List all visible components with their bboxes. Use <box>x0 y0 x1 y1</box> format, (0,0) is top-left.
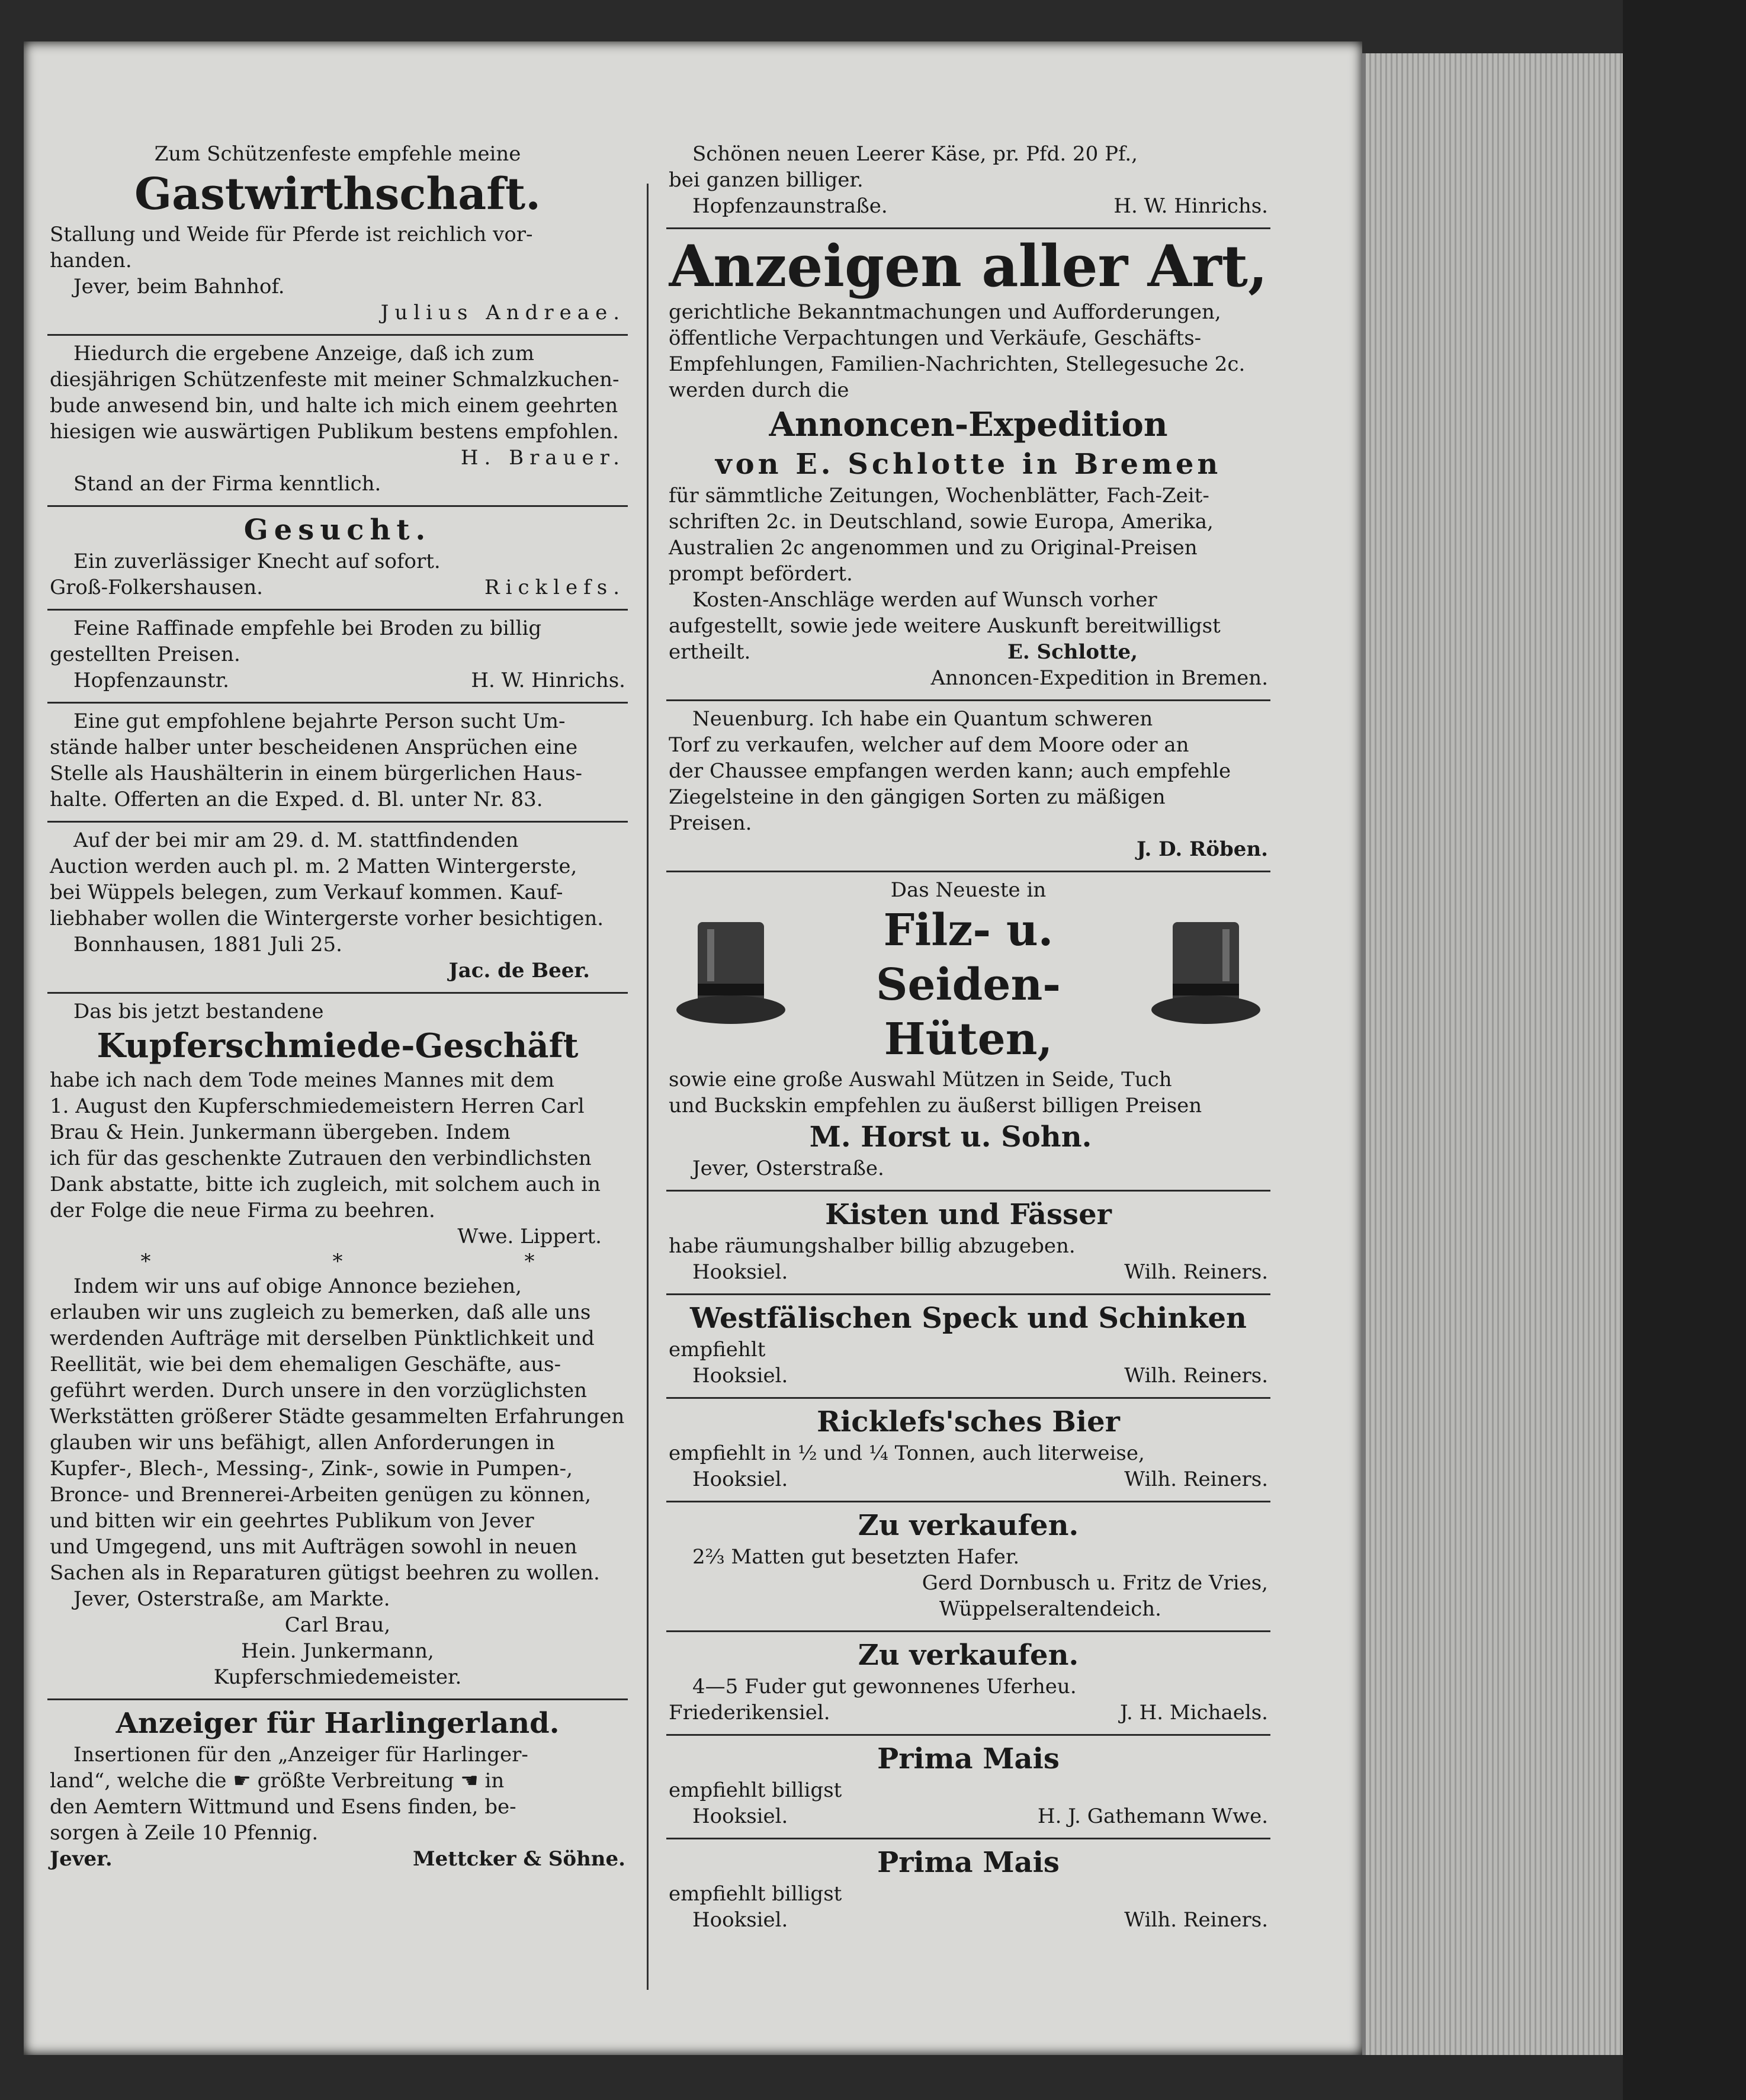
ad-line: Schönen neuen Leerer Käse, pr. Pfd. 20 Pf., <box>692 142 1138 166</box>
ad-footer <box>669 1700 1268 1726</box>
ad-gastwirthschaft <box>47 136 628 336</box>
ad-place: Hopfenzaunstr. <box>73 669 229 692</box>
ad-footer <box>50 667 625 693</box>
ad-signature: H. Brauer. <box>460 446 625 470</box>
ad-line: Feine Raffinade empfehle bei Broden zu billig <box>73 616 542 640</box>
ad-footer <box>669 1466 1268 1492</box>
ad-heading: Zu verkaufen. <box>858 1639 1079 1672</box>
ad-signature: Wwe. Lippert. <box>457 1225 602 1248</box>
ad-line: Zum Schützenfeste empfehle meine <box>154 142 521 166</box>
ad-place: Hooksiel. <box>692 1468 788 1491</box>
ad-heading: Gastwirthschaft. <box>134 169 541 220</box>
ad-line: Stallung und Weide für Pferde ist reichlich vor- <box>50 223 533 246</box>
hat-banner-text <box>793 877 1144 1067</box>
ad-line: Sachen als in Reparaturen gütigst beehren zu wollen. <box>50 1561 600 1585</box>
ad-line: und Buckskin empfehlen zu äußerst billigen Preisen <box>669 1094 1202 1118</box>
ad-line: handen. <box>50 249 132 272</box>
ad-line: öffentliche Verpachtungen und Verkäufe, Geschäfts- <box>669 326 1202 350</box>
ad-line: gestellten Preisen. <box>50 643 240 666</box>
ad-line: den Aemtern Wittmund und Esens finden, be- <box>50 1795 516 1819</box>
ad-line: Empfehlungen, Familien-Nachrichten, Stellegesuche 2c. <box>669 352 1246 376</box>
ad-line: glauben wir uns befähigt, allen Anforderungen in <box>50 1431 555 1454</box>
asterisk: * <box>140 1250 151 1273</box>
ad-line: Ziegelsteine in den gängigen Sorten zu mäßigen <box>669 785 1166 809</box>
ad-line: bei Wüppels belegen, zum Verkauf kommen. Kauf- <box>50 881 563 904</box>
ad-line: Preisen. <box>669 811 752 835</box>
ad-line: Brau & Hein. Junkermann übergeben. Indem <box>50 1120 511 1144</box>
ad-place: Jever, Osterstraße. <box>692 1157 884 1180</box>
ad-place: Hopfenzaunstraße. <box>692 194 888 218</box>
ad-line: geführt werden. Durch unsere in den vorzüglichsten <box>50 1379 588 1402</box>
ad-line: land“, welche die ☛ größte Verbreitung ☚ in <box>50 1769 505 1793</box>
ad-place: Hooksiel. <box>692 1804 788 1828</box>
ad-line: 2⅔ Matten gut besetzten Hafer. <box>692 1545 1020 1569</box>
ad-line: erlauben wir uns zugleich zu bemerken, daß alle uns <box>50 1301 591 1324</box>
ad-line: schriften 2c. in Deutschland, sowie Europa, Amerika, <box>669 510 1214 534</box>
ad-place: Friederikensiel. <box>669 1701 830 1725</box>
ad-uferheu <box>666 1632 1270 1736</box>
ad-line: empfiehlt billigst <box>669 1882 842 1906</box>
background-surface <box>1623 0 1746 2100</box>
ad-line: Australien 2c angenommen und zu Original-Preisen <box>669 536 1198 560</box>
ad-heading: Prima Mais <box>877 1846 1060 1879</box>
ad-place: Jever. <box>50 1847 113 1871</box>
ad-signature: Hein. Junkermann, <box>241 1639 434 1663</box>
ad-line: Kosten-Anschläge werden auf Wunsch vorher <box>692 588 1157 612</box>
ad-heading: Westfälischen Speck und Schinken <box>690 1302 1247 1335</box>
ad-footer <box>50 574 625 601</box>
ad-signature: J. H. Michaels. <box>1119 1701 1268 1725</box>
ad-heading: Ricklefs'sches Bier <box>817 1405 1120 1438</box>
ad-line: Stelle als Haushälterin in einem bürgerlichen Haus- <box>50 762 583 785</box>
ad-signature: Mettcker & Söhne. <box>413 1847 625 1871</box>
ad-heading: Zu verkaufen. <box>858 1509 1079 1542</box>
ad-hafer <box>666 1502 1270 1632</box>
hat-banner <box>669 877 1268 1067</box>
ad-heading: Filz- u. Seiden- <box>876 905 1061 1010</box>
ad-line: empfiehlt billigst <box>669 1778 842 1802</box>
ad-signature: Wilh. Reiners. <box>1124 1364 1268 1388</box>
ad-line: Dank abstatte, bitte ich zugleich, mit solchem auch in <box>50 1173 601 1196</box>
book-page-edges <box>1362 53 1626 2055</box>
ad-line: Stand an der Firma kenntlich. <box>73 472 381 496</box>
ad-mais-reiners <box>666 1839 1270 1941</box>
ad-huete <box>666 872 1270 1192</box>
ad-raffinade <box>47 611 628 704</box>
right-column <box>666 136 1270 1941</box>
ad-line: bei ganzen billiger. <box>669 168 864 192</box>
ad-heading: Anzeiger für Harlingerland. <box>115 1707 560 1740</box>
ad-line: Auction werden auch pl. m. 2 Matten Wintergerste, <box>50 855 577 878</box>
asterisk: * <box>332 1250 343 1273</box>
ad-bier <box>666 1399 1270 1502</box>
top-hat-illustration <box>669 913 793 1031</box>
ad-line: habe ich nach dem Tode meines Mannes mit dem <box>50 1068 555 1092</box>
ad-signature: E. Schlotte, <box>1007 640 1138 664</box>
ad-line: Das Neueste in <box>890 878 1047 902</box>
ad-line: Hiedurch die ergebene Anzeige, daß ich zum <box>73 342 534 365</box>
ad-line: empfiehlt <box>669 1338 766 1362</box>
ad-heading: Kisten und Fässer <box>825 1198 1112 1231</box>
ad-line: der Folge die neue Firma zu beehren. <box>50 1199 435 1222</box>
ad-kaese <box>666 136 1270 229</box>
ad-line: Werkstätten größerer Städte gesammelten Erfahrungen <box>50 1405 625 1428</box>
ad-line: halte. Offerten an die Exped. d. Bl. unter Nr. 83. <box>50 788 543 811</box>
ad-signature: Jac. de Beer. <box>448 959 590 982</box>
ad-line: Eine gut empfohlene bejahrte Person sucht Um- <box>73 709 566 733</box>
ad-torf <box>666 701 1270 872</box>
ad-auction <box>47 823 628 994</box>
ad-signature: H. J. Gathemann Wwe. <box>1037 1804 1268 1828</box>
ad-place: Groß-Folkershausen. <box>50 576 263 599</box>
ad-line: bude anwesend bin, und halte ich mich einem geehrten <box>50 394 618 418</box>
ad-line: Bronce- und Brennerei-Arbeiten genügen zu können, <box>50 1483 592 1507</box>
ad-footer <box>669 639 1268 665</box>
asterism <box>50 1250 625 1273</box>
ad-line: der Chaussee empfangen werden kann; auch empfehle <box>669 759 1231 783</box>
ad-line: Indem wir uns auf obige Annonce beziehen, <box>73 1274 522 1298</box>
ad-kupferschmiede <box>47 994 628 1700</box>
ad-footer <box>50 1846 625 1872</box>
ad-annoncen-expedition <box>666 229 1270 701</box>
ad-signature: Julius Andreae. <box>380 301 625 325</box>
ad-signature: Kupferschmiedemeister. <box>213 1665 462 1689</box>
ad-gesucht <box>47 507 628 611</box>
ad-schmalzkuchen <box>47 336 628 507</box>
ad-line: 4—5 Fuder gut gewonnenes Uferheu. <box>692 1675 1077 1698</box>
ad-line: prompt befördert. <box>669 562 853 586</box>
ad-line: ich für das geschenkte Zutrauen den verbindlichsten <box>50 1147 592 1170</box>
ad-line: Bonnhausen, 1881 Juli 25. <box>73 933 342 956</box>
ad-line: und bitten wir ein geehrtes Publikum von Jever <box>50 1509 534 1533</box>
ad-line: Jever, Osterstraße, am Markte. <box>73 1587 390 1611</box>
ad-line: Neuenburg. Ich habe ein Quantum schweren <box>692 707 1153 731</box>
ad-heading: Kupferschmiede-Geschäft <box>97 1026 579 1065</box>
column-rule <box>647 184 649 1990</box>
ad-subheading: von E. Schlotte in Bremen <box>715 448 1222 481</box>
ad-footer <box>669 1907 1268 1933</box>
ad-line: empfiehlt in ½ und ¼ Tonnen, auch literweise, <box>669 1441 1145 1465</box>
ad-line: sorgen à Zeile 10 Pfennig. <box>50 1821 319 1845</box>
ad-line: 1. August den Kupferschmiedemeistern Herren Carl <box>50 1094 585 1118</box>
ad-footer <box>669 193 1268 219</box>
ad-line: stände halber unter bescheidenen Ansprüchen eine <box>50 736 578 759</box>
ad-line: habe räumungshalber billig abzugeben. <box>669 1234 1076 1258</box>
ad-signature: M. Horst u. Sohn. <box>809 1120 1092 1154</box>
ad-place: Hooksiel. <box>692 1260 788 1284</box>
ad-line: sowie eine große Auswahl Mützen in Seide, Tuch <box>669 1068 1172 1091</box>
ad-line: Kupfer-, Blech-, Messing-, Zink-, sowie in Pumpen-, <box>50 1457 573 1481</box>
ad-line: Jever, beim Bahnhof. <box>73 275 285 298</box>
ad-signature: Gerd Dornbusch u. Fritz de Vries, <box>922 1571 1268 1595</box>
ad-harlingerland <box>47 1700 628 1880</box>
ad-signature: Carl Brau, <box>284 1613 391 1637</box>
ad-line: Ein zuverlässiger Knecht auf sofort. <box>73 550 441 573</box>
ad-signature: H. W. Hinrichs. <box>1113 194 1268 218</box>
ad-signature: Wilh. Reiners. <box>1124 1908 1268 1932</box>
ad-line: Das bis jetzt bestandene <box>73 1000 324 1023</box>
ad-line: ertheilt. <box>669 640 751 664</box>
ad-subheading: Annoncen-Expedition <box>769 405 1168 444</box>
ad-line: für sämmtliche Zeitungen, Wochenblätter, Fach-Zeit- <box>669 484 1209 508</box>
ad-line: liebhaber wollen die Wintergerste vorher besichtigen. <box>50 907 604 930</box>
asterisk: * <box>524 1250 535 1273</box>
ad-speck <box>666 1295 1270 1399</box>
ad-mais-gathemann <box>666 1736 1270 1839</box>
ad-line: gerichtliche Bekanntmachungen und Aufforderungen, <box>669 300 1221 324</box>
ad-haushaelterin <box>47 704 628 823</box>
ad-heading: Prima Mais <box>877 1742 1060 1775</box>
ad-signature: Annoncen-Expedition in Bremen. <box>930 666 1268 690</box>
ad-line: Torf zu verkaufen, welcher auf dem Moore oder an <box>669 733 1189 757</box>
left-column <box>47 136 628 1880</box>
ad-heading: Hüten, <box>884 1014 1053 1065</box>
ad-signature: Ricklefs. <box>484 576 625 599</box>
ad-signature: Wilh. Reiners. <box>1124 1260 1268 1284</box>
ad-line: und Umgegend, uns mit Aufträgen sowohl in neuen <box>50 1535 577 1559</box>
ad-place: Hooksiel. <box>692 1364 788 1388</box>
ad-signature: H. W. Hinrichs. <box>471 669 625 692</box>
ad-signature: Wüppelseraltendeich. <box>939 1597 1161 1621</box>
ad-heading: Anzeigen aller Art, <box>669 233 1268 300</box>
ad-signature: Wilh. Reiners. <box>1124 1468 1268 1491</box>
ad-line: werden durch die <box>669 378 849 402</box>
ad-line: Insertionen für den „Anzeiger für Harlinger- <box>73 1743 528 1767</box>
ad-heading: Gesucht. <box>243 513 432 547</box>
ad-footer <box>669 1363 1268 1389</box>
top-hat-illustration <box>1144 913 1268 1031</box>
ad-line: hiesigen wie auswärtigen Publikum bestens empfohlen. <box>50 420 619 444</box>
ad-line: werdenden Aufträge mit derselben Pünktlichkeit und <box>50 1327 595 1350</box>
ad-signature: J. D. Röben. <box>1137 837 1268 861</box>
ad-line: aufgestellt, sowie jede weitere Auskunft bereitwilligst <box>669 614 1221 638</box>
ad-footer <box>669 1803 1268 1829</box>
ad-kisten <box>666 1192 1270 1295</box>
ad-place: Hooksiel. <box>692 1908 788 1932</box>
ad-line: Reellität, wie bei dem ehemaligen Geschäfte, aus- <box>50 1353 561 1376</box>
ad-footer <box>669 1259 1268 1285</box>
ad-line: Auf der bei mir am 29. d. M. stattfindenden <box>73 829 519 852</box>
ad-line: diesjährigen Schützenfeste mit meiner Schmalzkuchen- <box>50 368 620 391</box>
